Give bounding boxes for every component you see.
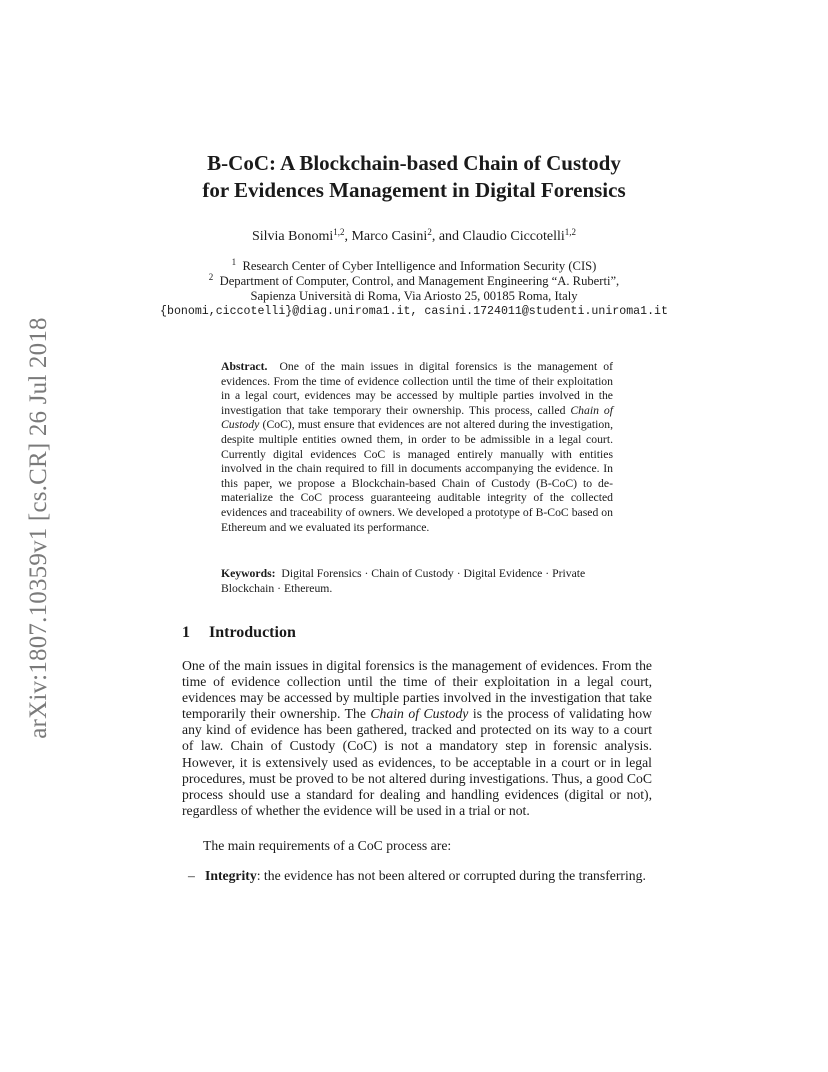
abstract: [221, 360, 613, 535]
author-name: Marco Casini: [351, 229, 428, 244]
list-item-text: : the evidence has not been altered or corrupted during the transferring.: [256, 868, 646, 883]
affiliation-mark: 2: [208, 272, 214, 282]
intro-italic-term: Chain of Custody: [370, 706, 469, 722]
abstract-label: Abstract.: [221, 360, 268, 373]
arxiv-identifier: [22, 297, 56, 759]
abstract-text-cont: (CoC), must ensure that evidences are not altered during the investigation, despite multiple entities owned them, in order to be admissible in a legal court. Currently digital evidences CoC is managed entirely manually with entities involved in the chain required to fill in documents accompanying the evidence. In this paper, we propose a Blockchain-based Chain of Custody (B-CoC) to dematerialize the CoC process guaranteeing auditable integrity of the collected evidences and traceability of owners. We developed a prototype of B-CoC based on Ethereum and we evaluated its performance.: [221, 418, 613, 534]
arxiv-identifier-text: arXiv:1807.10359v1 [cs.CR] 26 Jul 2018: [25, 317, 52, 739]
abstract-text: One of the main issues in digital forensics is the management of evidences. From the time of evidence collection until the time of their exploitation in a legal court, evidences may be accessed by multiple parties involved in the investigation that take temporary their ownership. This process, called: [221, 360, 614, 417]
author-affil-mark: 1,2: [564, 227, 577, 237]
section-title: Introduction: [209, 624, 296, 641]
author-separator: , and: [431, 229, 463, 244]
keywords: [221, 567, 613, 596]
affiliation-2: $^2$ Department of Computer, Control, and Management Engineering “A. Ruberti”,: [208, 272, 620, 288]
list-item: [188, 868, 652, 884]
abstract-italic-term: Chain of Custody: [221, 403, 614, 432]
author-name: Claudio Ciccotelli: [462, 229, 565, 244]
keywords-text: Digital Forensics · Chain of Custody · Digital Evidence · Private Blockchain · Ethereum.: [221, 567, 586, 595]
intro-paragraph-2: The main requirements of a CoC process are:: [203, 838, 452, 853]
keywords-label: Keywords:: [221, 567, 276, 580]
affiliation-mark: 1: [231, 257, 237, 267]
author-separator: ,: [344, 229, 352, 244]
intro-paragraph-1: One of the main issues in digital forensics is the management of evidences. From the time of evidence collection until the time of their exploitation in a legal court, evidences may be accessed by multiple parties involved in the investigation that take temporarily their ownership. The Chain of Custody is the process of validating how any kind of evidence has been gathered, tracked and protected on its way to a court of law. Chain of Custody (CoC) is not a mandatory step in forensic analysis. However, it is extensively used as evidences, to be acceptable in a court or in legal procedures, must be proved to be not altered during investigations. Thus, a good CoC process should use a standard for dealing and handling evidences (digital or not), regardless of whether the evidence will be used in a trial or not.: [182, 658, 652, 818]
section-number: 1: [182, 624, 190, 641]
section-heading: [182, 624, 296, 642]
list-item-term: Integrity: [205, 868, 257, 883]
list-bullet-dash: –: [188, 868, 195, 883]
paper-title: [120, 150, 708, 204]
author-list: [120, 229, 708, 245]
author-affil-mark: 1,2: [333, 227, 345, 237]
affiliation-1: $^1$ Research Center of Cyber Intelligence and Information Security (CIS): [231, 257, 597, 273]
title-line-2: for Evidences Management in Digital Forensics: [202, 178, 626, 202]
affiliations: [120, 259, 708, 319]
affiliation-2-address: Sapienza Università di Roma, Via Ariosto 25, 00185 Roma, Italy: [250, 289, 578, 303]
title-line-1: B-CoC: A Blockchain-based Chain of Custody: [207, 151, 621, 175]
author-affil-mark: 2: [427, 227, 432, 237]
author-name: Silvia Bonomi: [251, 229, 334, 244]
author-emails: {bonomi,ciccotelli}@diag.uniroma1.it, casini.1724011@studenti.uniroma1.it: [160, 305, 668, 318]
